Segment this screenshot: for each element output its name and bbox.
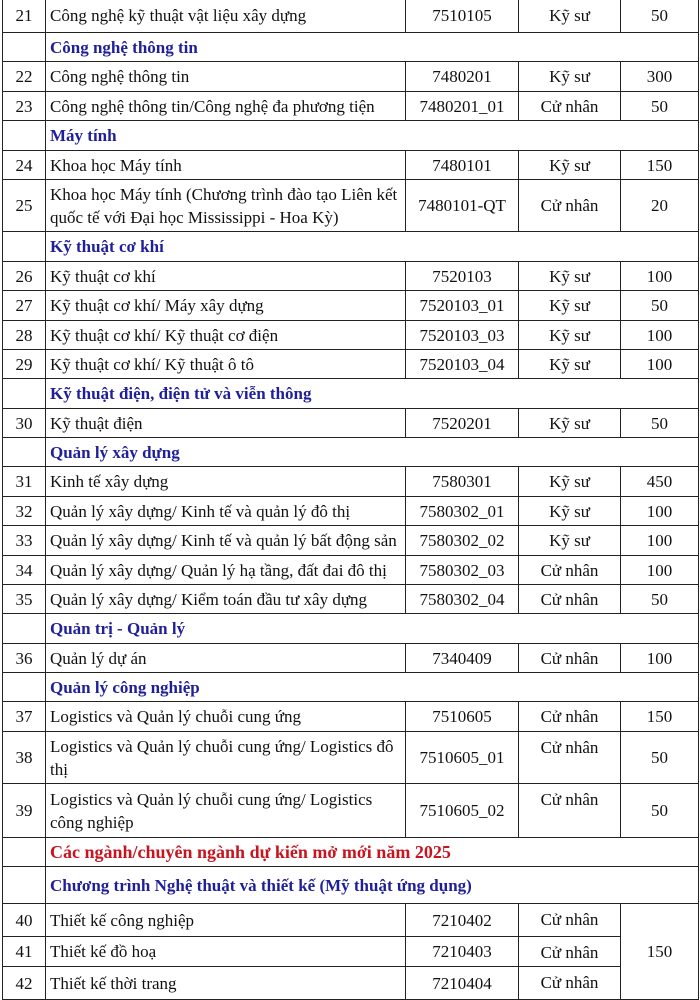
degree: Cử nhân <box>519 937 621 967</box>
majors-table <box>2 0 699 1000</box>
quota: 150 <box>621 904 699 1000</box>
section-title: Chương trình Nghệ thuật và thiết kế (Mỹ thuật ứng dụng) <box>46 867 699 904</box>
table-row <box>3 937 699 967</box>
row-number-cell <box>3 232 46 262</box>
row-number: 35 <box>3 585 46 614</box>
degree: Kỹ sư <box>519 497 621 526</box>
section-row <box>3 614 699 644</box>
quota: 100 <box>621 644 699 673</box>
degree: Kỹ sư <box>519 526 621 556</box>
section-row <box>3 33 699 62</box>
major-name: Công nghệ thông tin/Công nghệ đa phương tiện <box>46 92 406 121</box>
major-name: Quản lý dự án <box>46 644 406 673</box>
row-number: 41 <box>3 937 46 967</box>
degree: Cử nhân <box>519 556 621 585</box>
major-code: 7210403 <box>406 937 519 967</box>
major-code: 7580302_03 <box>406 556 519 585</box>
table-row <box>3 92 699 121</box>
quota: 150 <box>621 702 699 732</box>
section-row <box>3 673 699 702</box>
quota: 100 <box>621 526 699 556</box>
major-name: Logistics và Quản lý chuỗi cung ứng/ Logistics đô thị <box>46 732 406 784</box>
section-title: Các ngành/chuyên ngành dự kiến mở mới năm 2025 <box>46 838 699 867</box>
major-name: Kỹ thuật điện <box>46 409 406 438</box>
row-number: 36 <box>3 644 46 673</box>
degree: Cử nhân <box>519 702 621 732</box>
quota: 100 <box>621 497 699 526</box>
degree: Kỹ sư <box>519 350 621 379</box>
row-number: 30 <box>3 409 46 438</box>
row-number: 24 <box>3 151 46 180</box>
section-title: Quản lý công nghiệp <box>46 673 699 702</box>
major-code: 7520103 <box>406 262 519 291</box>
section-title: Công nghệ thông tin <box>46 33 699 62</box>
major-name: Quản lý xây dựng/ Kiểm toán đầu tư xây dựng <box>46 585 406 614</box>
major-code: 7480101 <box>406 151 519 180</box>
row-number: 42 <box>3 967 46 1000</box>
row-number: 38 <box>3 732 46 784</box>
table-row <box>3 904 699 937</box>
quota: 50 <box>621 732 699 784</box>
table-row <box>3 321 699 350</box>
major-code: 7520201 <box>406 409 519 438</box>
row-number: 34 <box>3 556 46 585</box>
quota: 100 <box>621 262 699 291</box>
major-code: 7510605_01 <box>406 732 519 784</box>
quota: 50 <box>621 585 699 614</box>
degree: Kỹ sư <box>519 467 621 497</box>
degree: Kỹ sư <box>519 0 621 33</box>
degree: Cử nhân <box>519 585 621 614</box>
major-name: Quản lý xây dựng/ Kinh tế và quản lý bất động sản <box>46 526 406 556</box>
section-row <box>3 379 699 409</box>
degree: Kỹ sư <box>519 321 621 350</box>
section-title: Quản trị - Quản lý <box>46 614 699 644</box>
section-row <box>3 438 699 467</box>
row-number-cell <box>3 379 46 409</box>
major-code: 7340409 <box>406 644 519 673</box>
major-name: Khoa học Máy tính (Chương trình đào tạo Liên kết quốc tế với Đại học Mississippi - Hoa Kỳ) <box>46 180 406 232</box>
major-code: 7520103_03 <box>406 321 519 350</box>
section-title: Máy tính <box>46 121 699 151</box>
major-code: 7210402 <box>406 904 519 937</box>
table-row <box>3 350 699 379</box>
row-number: 33 <box>3 526 46 556</box>
table-row <box>3 291 699 321</box>
row-number-cell <box>3 867 46 904</box>
row-number: 32 <box>3 497 46 526</box>
major-code: 7520103_01 <box>406 291 519 321</box>
major-name: Quản lý xây dựng/ Kinh tế và quản lý đô thị <box>46 497 406 526</box>
major-code: 7580302_04 <box>406 585 519 614</box>
table-row <box>3 526 699 556</box>
major-name: Quản lý xây dựng/ Quản lý hạ tầng, đất đai đô thị <box>46 556 406 585</box>
table-row <box>3 467 699 497</box>
major-name: Thiết kế thời trang <box>46 967 406 1000</box>
table-row <box>3 732 699 784</box>
row-number-cell <box>3 614 46 644</box>
row-number-cell <box>3 33 46 62</box>
major-name: Kỹ thuật cơ khí/ Máy xây dựng <box>46 291 406 321</box>
row-number: 23 <box>3 92 46 121</box>
major-name: Công nghệ kỹ thuật vật liệu xây dựng <box>46 0 406 33</box>
major-name: Kỹ thuật cơ khí <box>46 262 406 291</box>
major-code: 7510605 <box>406 702 519 732</box>
major-code: 7510605_02 <box>406 784 519 838</box>
table-row <box>3 585 699 614</box>
major-code: 7480201 <box>406 62 519 92</box>
quota: 50 <box>621 409 699 438</box>
degree: Cử nhân <box>519 732 621 784</box>
major-name: Kỹ thuật cơ khí/ Kỹ thuật cơ điện <box>46 321 406 350</box>
degree: Kỹ sư <box>519 291 621 321</box>
degree: Cử nhân <box>519 180 621 232</box>
quota: 100 <box>621 321 699 350</box>
row-number: 27 <box>3 291 46 321</box>
major-name: Logistics và Quản lý chuỗi cung ứng/ Logistics công nghiệp <box>46 784 406 838</box>
table-row <box>3 702 699 732</box>
quota: 50 <box>621 291 699 321</box>
major-name: Công nghệ thông tin <box>46 62 406 92</box>
degree: Cử nhân <box>519 784 621 838</box>
major-name: Khoa học Máy tính <box>46 151 406 180</box>
quota: 50 <box>621 784 699 838</box>
section-row <box>3 121 699 151</box>
degree: Cử nhân <box>519 644 621 673</box>
degree: Cử nhân <box>519 904 621 937</box>
section-row <box>3 232 699 262</box>
major-name: Logistics và Quản lý chuỗi cung ứng <box>46 702 406 732</box>
table-row <box>3 62 699 92</box>
major-name: Thiết kế công nghiệp <box>46 904 406 937</box>
major-code: 7480201_01 <box>406 92 519 121</box>
row-number: 37 <box>3 702 46 732</box>
major-code: 7580302_01 <box>406 497 519 526</box>
major-name: Kỹ thuật cơ khí/ Kỹ thuật ô tô <box>46 350 406 379</box>
section-title: Kỹ thuật điện, điện tử và viễn thông <box>46 379 699 409</box>
quota: 150 <box>621 151 699 180</box>
row-number: 21 <box>3 0 46 33</box>
section-row <box>3 838 699 867</box>
quota: 100 <box>621 556 699 585</box>
quota: 50 <box>621 0 699 33</box>
table-row <box>3 180 699 232</box>
row-number: 28 <box>3 321 46 350</box>
table-row <box>3 784 699 838</box>
degree: Kỹ sư <box>519 62 621 92</box>
degree: Kỹ sư <box>519 262 621 291</box>
row-number: 40 <box>3 904 46 937</box>
row-number: 22 <box>3 62 46 92</box>
major-code: 7580302_02 <box>406 526 519 556</box>
row-number-cell <box>3 838 46 867</box>
row-number: 29 <box>3 350 46 379</box>
quota: 300 <box>621 62 699 92</box>
row-number: 25 <box>3 180 46 232</box>
major-code: 7510105 <box>406 0 519 33</box>
table-row <box>3 0 699 33</box>
row-number: 31 <box>3 467 46 497</box>
quota: 20 <box>621 180 699 232</box>
major-code: 7480101-QT <box>406 180 519 232</box>
table-row <box>3 644 699 673</box>
table-row <box>3 151 699 180</box>
table-row <box>3 409 699 438</box>
row-number-cell <box>3 121 46 151</box>
table-row <box>3 556 699 585</box>
major-name: Kinh tế xây dựng <box>46 467 406 497</box>
table-row <box>3 967 699 1000</box>
row-number-cell <box>3 438 46 467</box>
row-number: 26 <box>3 262 46 291</box>
major-code: 7210404 <box>406 967 519 1000</box>
quota: 50 <box>621 92 699 121</box>
quota: 100 <box>621 350 699 379</box>
major-name: Thiết kế đồ hoạ <box>46 937 406 967</box>
row-number-cell <box>3 673 46 702</box>
degree: Kỹ sư <box>519 409 621 438</box>
section-title: Quản lý xây dựng <box>46 438 699 467</box>
degree: Kỹ sư <box>519 151 621 180</box>
quota: 450 <box>621 467 699 497</box>
table-row <box>3 262 699 291</box>
major-code: 7520103_04 <box>406 350 519 379</box>
row-number: 39 <box>3 784 46 838</box>
degree: Cử nhân <box>519 92 621 121</box>
section-row <box>3 867 699 904</box>
degree: Cử nhân <box>519 967 621 1000</box>
table-row <box>3 497 699 526</box>
major-code: 7580301 <box>406 467 519 497</box>
section-title: Kỹ thuật cơ khí <box>46 232 699 262</box>
